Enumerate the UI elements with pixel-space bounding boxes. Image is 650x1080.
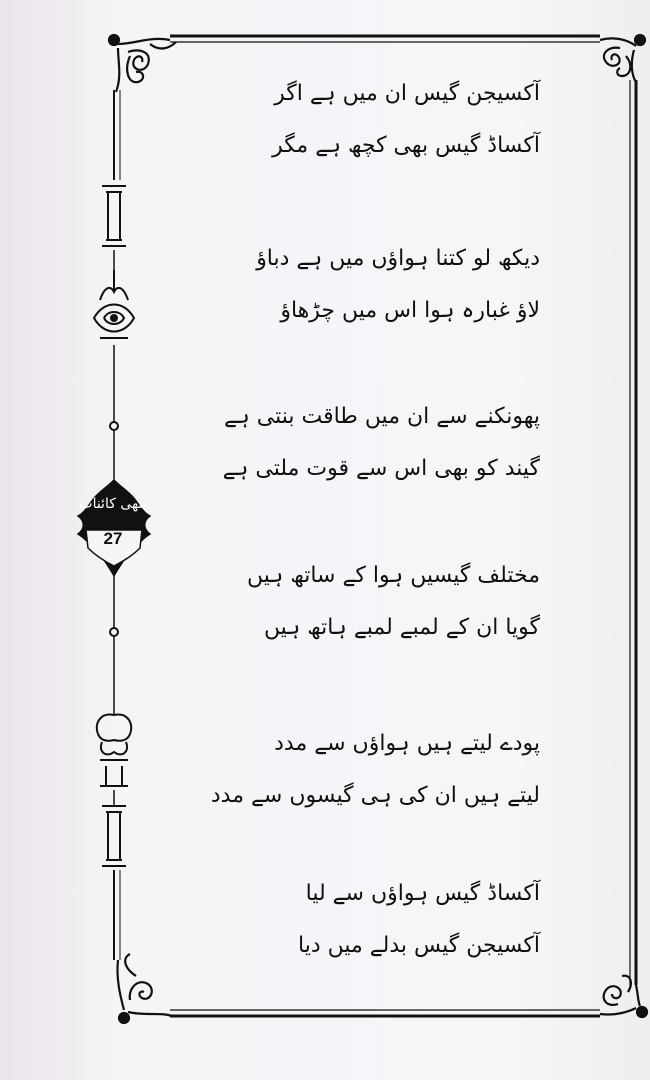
- corner-scroll-top-right: [600, 35, 645, 82]
- corner-scroll-bottom-left: [117, 954, 172, 1023]
- stanza-2: [210, 233, 540, 337]
- poem-line: آکساڈ گیس بھی کچھ ہے مگر: [272, 133, 540, 158]
- stanza-3: [210, 391, 540, 495]
- stanza-6: [210, 868, 540, 972]
- stanza-1: [210, 68, 540, 172]
- page-number: 27: [103, 529, 123, 548]
- poem-line: لاؤ غبارہ ہوا اس میں چڑھاؤ: [280, 298, 540, 323]
- poem-line: دیکھ لو کتنا ہواؤں میں ہے دباؤ: [256, 246, 540, 271]
- page-number-badge: [74, 478, 152, 576]
- corner-scroll-top-left: [109, 35, 176, 92]
- poem-line: گیند کو بھی اس سے قوت ملتی ہے: [222, 456, 540, 481]
- poem-line: پودے لیتے ہیں ہواؤں سے مدد: [274, 731, 540, 756]
- corner-scroll-bottom-right: [600, 976, 647, 1017]
- stanza-4: [210, 550, 540, 654]
- poem-line: آکسیجن گیس ان میں ہے اگر: [274, 81, 540, 106]
- poem-line: پھونکنے سے ان میں طاقت بنتی ہے: [223, 404, 540, 429]
- book-title-label: ننھی کائنات: [79, 496, 147, 512]
- poem-line: آکساڈ گیس ہواؤں سے لیا: [305, 881, 540, 906]
- poem-line: لیتے ہیں ان کی ہی گیسوں سے مدد: [210, 783, 540, 808]
- poem-line: مختلف گیسیں ہوا کے ساتھ ہیں: [247, 563, 540, 588]
- poem-line: گویا ان کے لمبے لمبے ہاتھ ہیں: [263, 615, 540, 640]
- poem-line: آکسیجن گیس بدلے میں دیا: [298, 933, 540, 958]
- stanza-5: [210, 718, 540, 822]
